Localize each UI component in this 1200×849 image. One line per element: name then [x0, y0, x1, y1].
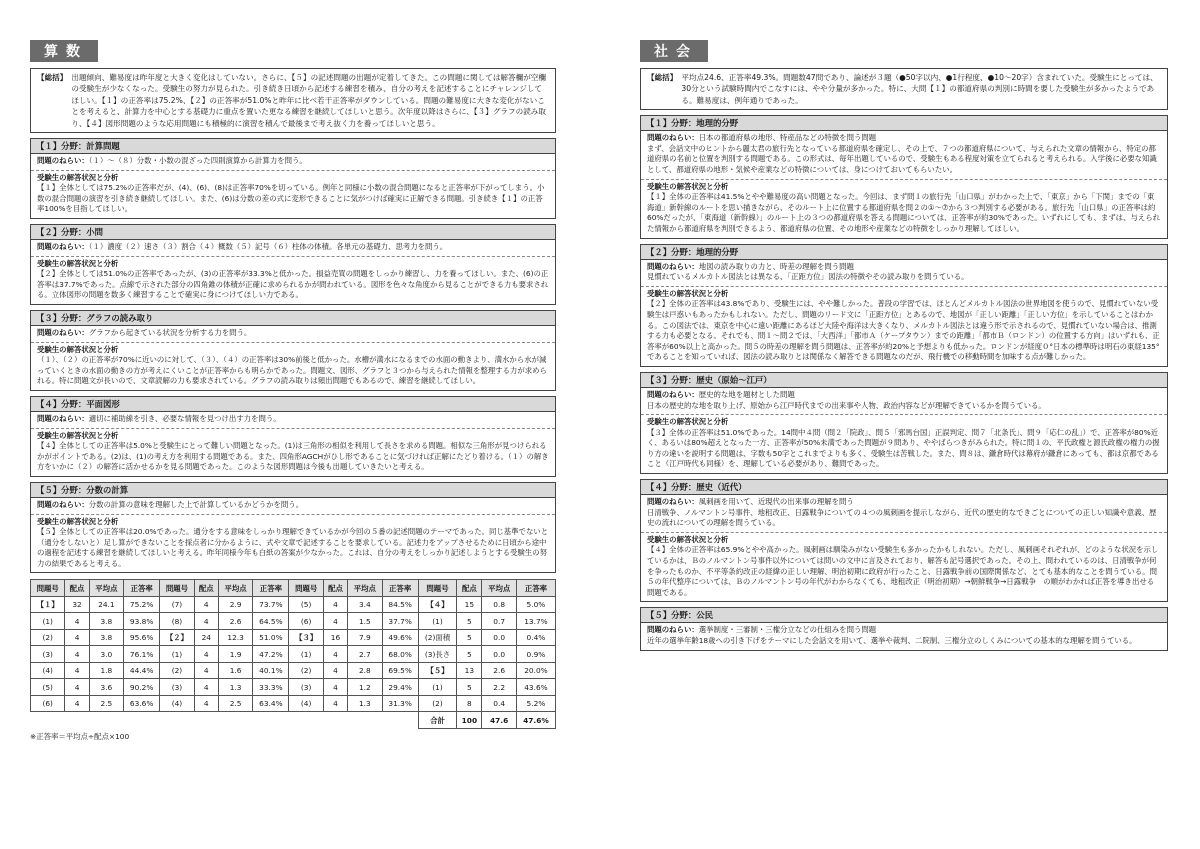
- social-aim-label: 問題のねらい：: [647, 133, 699, 143]
- table-cell: 【２】: [160, 629, 194, 646]
- table-cell: 29.4%: [382, 679, 418, 696]
- social-aim-label: 問題のねらい：: [647, 625, 699, 635]
- math-section-head: 【２】分野：小問: [31, 225, 555, 240]
- social-section-head: 【２】分野：地理的分野: [641, 245, 1167, 260]
- table-cell: 【３】: [289, 629, 323, 646]
- table-cell: 68.0%: [382, 646, 418, 663]
- table-cell: 【５】: [418, 662, 457, 679]
- table-cell: 【１】: [31, 596, 65, 613]
- table-cell: 31.3%: [382, 695, 418, 712]
- math-status-label: 受験生の解答状況と分析: [37, 258, 119, 268]
- table-cell: 4: [194, 613, 218, 630]
- table-cell: 1.8: [89, 662, 123, 679]
- table-cell: 2.9: [218, 596, 252, 613]
- social-section-head: 【１】分野：地理的分野: [641, 116, 1167, 131]
- table-cell: 1.2: [348, 679, 382, 696]
- social-section-status: [641, 415, 1167, 473]
- table-cell: 76.1%: [124, 646, 160, 663]
- table-cell: 63.6%: [124, 695, 160, 712]
- math-status-text: 【１】全体としては75.2%の正答率だが、(4)、(6)、(8)は正答率70%を切っている。例年と同様に小数の混合問題になると正答率が下がってしまう。小数の混合問題の演習を引き続き継続してほしい。また、(6)は分数の差の式に変形できることに気がつけば確実に正解できる問題。引き続き【１】の正答率100%を目指してほしい。: [37, 183, 545, 214]
- math-section-3: [30, 310, 556, 391]
- social-section-status: [641, 287, 1167, 366]
- math-score-table: [30, 579, 556, 729]
- social-section-aim: [641, 388, 1167, 415]
- math-aim-text: （１）〜（８）分数・小数の混ざった四則演算から計算力を問う。: [88, 156, 307, 166]
- table-header-cell: 問題号: [160, 580, 194, 597]
- table-cell: 2.5: [218, 695, 252, 712]
- social-section-aim: [641, 623, 1167, 649]
- social-summary-text: 平均点24.6、正答率49.3%。問題数47問であり、論述が３題（●50字以内、●1行程度、●10〜20字）含まれていた。受験生にとっては、30分という試験時間内でこなすには、やや分量が多かった。特に、大問【１】の都道府県の判別に時間を要した受験生が多かったようである。難易度は、例年通りであった。: [681, 73, 1158, 105]
- social-section-status: [641, 180, 1167, 238]
- table-empty-cell: [218, 712, 252, 729]
- table-cell: 63.4%: [253, 695, 289, 712]
- table-row: [31, 596, 556, 613]
- math-section-2: [30, 224, 556, 305]
- math-section-status: [31, 257, 555, 304]
- math-status-text: 【５】全体としての正答率は20.0%であった。通分をする意味をしっかり理解できているかが今回の５番の記述問題のテーマであった。同じ基準でないと（通分をしないと）足し算ができないことを採点者に分かるように、式や文章で記述することを要求している。記述力をアップさせるために日頃から途中の過程を記述する練習を継続してほしいと考える。昨年同様今年も白紙の答案が少なかった。これは、自分の考えをしっかり記述しようとする受験生の努力の結果であると考える。: [37, 527, 549, 568]
- social-aim-text: 歴史的な地を題材とした問題: [698, 389, 795, 399]
- social-section-4: [640, 479, 1168, 602]
- table-cell: 95.6%: [124, 629, 160, 646]
- table-header-cell: 平均点: [218, 580, 252, 597]
- table-cell: 5.0%: [516, 596, 555, 613]
- table-cell: 2.6: [482, 662, 516, 679]
- table-cell: (3): [31, 646, 65, 663]
- table-cell: 93.8%: [124, 613, 160, 630]
- table-cell: 24: [194, 629, 218, 646]
- table-total-cell: 100: [457, 712, 482, 729]
- table-cell: 12.3: [218, 629, 252, 646]
- social-section-aim: [641, 495, 1167, 533]
- social-title: 社会: [640, 40, 708, 62]
- math-table-note: ※正答率＝平均点÷配点×100: [30, 731, 130, 741]
- math-section-head: 【１】分野：計算問題: [31, 139, 555, 154]
- social-status-label: 受験生の解答状況と分析: [647, 534, 729, 544]
- math-aim-text: 適切に補助線を引き、必要な情報を見つけ出す力を問う。: [88, 413, 281, 423]
- math-section-head: 【３】分野：グラフの読み取り: [31, 311, 555, 326]
- math-status-text: 【２】全体としては51.0%の正答率であったが、(3)の正答率が33.3%と低かった。損益売買の問題をしっかり練習し、力を養ってほしい。また、(6)の正答率は37.7%であった。点線で示された部分の四角錐の体積が正確に求められるかが問われている。図形を色々な角度から見ることができる力も要求される。立体図形の問題を数多く練習することで確実に身につけてほしい力である。: [37, 269, 549, 300]
- table-cell: 8: [457, 695, 482, 712]
- social-summary: [640, 68, 1168, 110]
- table-cell: 2.8: [348, 662, 382, 679]
- table-cell: 【４】: [418, 596, 457, 613]
- social-aim-text: 日本の都道府県の地形、特産品などの特徴を問う問題: [698, 133, 877, 143]
- math-section-1: [30, 138, 556, 219]
- table-cell: 33.3%: [253, 679, 289, 696]
- math-summary-label: 【総括】: [37, 73, 68, 82]
- table-row: [31, 646, 556, 663]
- table-row: [31, 695, 556, 712]
- table-cell: 84.5%: [382, 596, 418, 613]
- table-cell: 15: [457, 596, 482, 613]
- math-status-label: 受験生の解答状況と分析: [37, 430, 119, 440]
- math-table-body: [31, 596, 556, 728]
- table-cell: 4: [65, 679, 89, 696]
- table-header-cell: 配点: [323, 580, 347, 597]
- table-header-cell: 問題号: [418, 580, 457, 597]
- table-empty-cell: [289, 712, 323, 729]
- table-cell: (5): [289, 596, 323, 613]
- table-cell: 7.9: [348, 629, 382, 646]
- social-status-text: 【１】全体の正答率は41.5%とやや難易度の高い問題となった。今回は、まず問１の旅行先「山口県」がわかった上で、「東京」から「下関」までの「東海道」新幹線のルートを思い描きながら、そのルート上に位置する都道府県を問２の①〜⑦から３つ判別する必要がある。旅行先「山口県」の正答率は約60%だったが、「東海道（新幹線）」のルート上の３つの都道府県を答える問題については、正答率が約30%であった。いずれにしても、まずは、与えられた情報から都道府県を判別できるよう、都道府県の位置、その地形や産業などの特徴をしっかり理解してほしい。: [647, 192, 1161, 233]
- table-cell: 4: [65, 695, 89, 712]
- table-cell: 90.2%: [124, 679, 160, 696]
- table-header-cell: 正答率: [253, 580, 289, 597]
- math-sections: [30, 138, 556, 573]
- table-empty-cell: [348, 712, 382, 729]
- table-cell: 4: [323, 646, 347, 663]
- math-aim-text: （１）濃度（２）速さ（３）割合（４）概数（５）記号（６）柱体の体積。各単元の基礎力、思考力を問う。: [88, 242, 448, 251]
- social-status-label: 受験生の解答状況と分析: [647, 417, 729, 427]
- table-cell: 4: [194, 662, 218, 679]
- math-section-status: [31, 429, 555, 476]
- table-cell: (1): [289, 646, 323, 663]
- table-cell: 73.7%: [253, 596, 289, 613]
- table-cell: 4: [323, 662, 347, 679]
- table-cell: (2): [31, 629, 65, 646]
- social-section-2: [640, 244, 1168, 367]
- table-cell: 47.2%: [253, 646, 289, 663]
- math-status-label: 受験生の解答状況と分析: [37, 516, 119, 526]
- table-header-cell: 平均点: [348, 580, 382, 597]
- table-cell: (2): [418, 695, 457, 712]
- social-section-5: [640, 607, 1168, 650]
- table-empty-cell: [323, 712, 347, 729]
- table-cell: 0.7: [482, 613, 516, 630]
- table-cell: 32: [65, 596, 89, 613]
- table-cell: 4: [323, 613, 347, 630]
- table-cell: 4: [194, 646, 218, 663]
- table-cell: 13.7%: [516, 613, 555, 630]
- social-aim-detail: 見慣れているメルカトル図法とは異なる、「正距方位」図法の特徴やその読み取りを問うている。: [647, 272, 969, 282]
- table-cell: 3.0: [89, 646, 123, 663]
- table-total-cell: 47.6: [482, 712, 516, 729]
- social-aim-detail: 日清戦争、ノルマントン号事件、地租改正、日露戦争についての４つの風刺画を提示しながら、近代の歴史的なできごとについての正しい知識や意義、歴史の流れについての理解を問うている。: [647, 507, 1157, 528]
- table-cell: 75.2%: [124, 596, 160, 613]
- table-header-cell: 正答率: [382, 580, 418, 597]
- math-aim-label: 問題のねらい：: [37, 499, 89, 509]
- table-cell: (1): [160, 646, 194, 663]
- table-cell: 1.6: [218, 662, 252, 679]
- table-row: [31, 613, 556, 630]
- math-column: [30, 40, 556, 742]
- math-section-head: 【５】分野：分数の計算: [31, 483, 555, 498]
- table-cell: 2.6: [218, 613, 252, 630]
- math-status-text: 【４】全体としての正答率は5.0%と受験生にとって難しい問題となった。(1)は三角形の相似を利用して長さを求める問題。相似な三角形が見つけられるかがポイントである。(2)は、(1)の考え方を利用する問題である。また、四角形AGCHがひし形であることに気づければ正解にたどり着ける。（１）の解き方をいかに（２）の解答に活かせるかを見る問題であった。このような図形問題は今後も出題していきたいと考える。: [37, 441, 549, 472]
- table-cell: 4: [194, 679, 218, 696]
- table-empty-cell: [124, 712, 160, 729]
- table-cell: 4: [65, 629, 89, 646]
- table-cell: 4: [65, 646, 89, 663]
- social-aim-detail: 日本の歴史的な地を取り上げ、原始から江戸時代までの出来事や人物、政治内容などが理解できているかを問うている。: [647, 400, 1046, 410]
- social-aim-text: 風刺画を用いて、近現代の出来事の理解を問う: [698, 497, 854, 507]
- table-cell: 0.0: [482, 646, 516, 663]
- math-aim-label: 問題のねらい：: [37, 156, 89, 166]
- math-aim-text: 分数の計算の意味を理解した上で計算しているかどうかを問う。: [88, 499, 304, 509]
- table-cell: 16: [323, 629, 347, 646]
- table-row: [31, 679, 556, 696]
- table-cell: 5: [457, 629, 482, 646]
- table-cell: (8): [160, 613, 194, 630]
- table-cell: (1): [418, 613, 457, 630]
- table-row: [31, 662, 556, 679]
- math-summary-text: 出題傾向、難易度は昨年度と大きく変化はしていない。さらに、【５】の記述問題の出題が定着してきた。この問題に関しては解答欄が空欄の受験生が少なくなった。受験生の努力が見られた。引き続き日頃から記述する練習を積み、自分の考えを記述することにチャレンジしてほしい。【１】の正答率は75.2%、【２】の正答率が51.0%と昨年に比べ若干正答率がダウンしている。問題の難易度に大きな変化がないことを考えると、計算力を中心とする基礎力に重点を置いた更なる練習を継続してほしいと思う。次年度以降はさらに、【３】グラフの読み取り、【４】図形問題のような応用問題にも積極的に演習を積んで最後まで考え抜く力を養ってほしいと思う。: [71, 73, 546, 128]
- math-section-status: [31, 171, 555, 218]
- social-aim-label: 問題のねらい：: [647, 497, 699, 507]
- social-sections: [640, 115, 1168, 650]
- social-aim-label: 問題のねらい：: [647, 389, 699, 399]
- social-section-aim: [641, 260, 1167, 287]
- table-header-cell: 平均点: [89, 580, 123, 597]
- table-cell: 0.8: [482, 596, 516, 613]
- table-cell: (3): [289, 679, 323, 696]
- table-cell: 4: [65, 662, 89, 679]
- math-section-5: [30, 482, 556, 574]
- table-empty-cell: [65, 712, 89, 729]
- math-section-aim: [31, 154, 555, 171]
- math-section-aim: [31, 326, 555, 343]
- social-aim-text: 地図の読み取りの力と、時差の理解を問う問題: [698, 261, 854, 271]
- table-cell: (6): [289, 613, 323, 630]
- table-cell: (1): [418, 679, 457, 696]
- table-cell: 64.5%: [253, 613, 289, 630]
- table-empty-cell: [89, 712, 123, 729]
- table-empty-cell: [194, 712, 218, 729]
- social-status-text: 【２】全体の正答率は43.8%であり、受験生には、やや難しかった。普段の学習では、ほとんどメルカトル図法の世界地図を使うので、見慣れていない受験生は戸惑いもあったかもしれない。ただし、問題のリード文に「正距方位」とあるので、地図が「正しい距離」「正しい方位」を示していることはわかる。この図法では、東京を中心に遠い距離にあるほど大陸や海洋は大きくなり、メルカトル図法とは違う形で示されるので、見慣れていない場合は、推測する力も必要となる。それでも、問１〜問２では、「大西洋」「都市Ａ（ケープタウン）までの距離」「都市Ｂ（ロンドン）の位置する方向」はいずれも、正答率が60%以上と高かった。問５の時差の理解を問う問題は、正答率が約20%と予想よりも低かった。ロンドンが経度０°日本の標準時は明石の東経135°であることを知っていれば、図法の読み取りとは関係なく解答できる問題なのだが、飛行機での移動時間を加味する点が難しかった。: [647, 299, 1160, 362]
- table-cell: 4: [194, 596, 218, 613]
- table-cell: 4: [194, 695, 218, 712]
- table-header-cell: 正答率: [124, 580, 160, 597]
- math-section-aim: [31, 240, 555, 257]
- social-section-head: 【３】分野：歴史（原始〜江戸）: [641, 373, 1167, 388]
- math-aim-label: 問題のねらい：: [37, 413, 89, 423]
- social-status-label: 受験生の解答状況と分析: [647, 181, 729, 191]
- table-empty-cell: [382, 712, 418, 729]
- table-cell: 24.1: [89, 596, 123, 613]
- table-cell: 4: [323, 596, 347, 613]
- math-section-status: [31, 343, 555, 390]
- social-aim-detail: 近年の選挙年齢18歳への引き下げをテーマにした会話文を用いて、選挙や裁判、二院制、三権分立のしくみについての基本的な理解を問うている。: [647, 636, 1137, 645]
- table-cell: 3.6: [89, 679, 123, 696]
- math-title: 算数: [30, 40, 98, 62]
- math-status-label: 受験生の解答状況と分析: [37, 172, 119, 182]
- social-status-label: 受験生の解答状況と分析: [647, 288, 729, 298]
- table-cell: 4: [323, 695, 347, 712]
- math-section-aim: [31, 498, 555, 515]
- social-section-aim: [641, 131, 1167, 179]
- table-header-cell: 正答率: [516, 580, 555, 597]
- table-cell: 0.4%: [516, 629, 555, 646]
- social-section-head: 【４】分野：歴史（近代）: [641, 480, 1167, 495]
- table-header-cell: 配点: [194, 580, 218, 597]
- table-cell: 1.5: [348, 613, 382, 630]
- table-cell: 5: [457, 679, 482, 696]
- social-section-3: [640, 372, 1168, 474]
- table-cell: 0.9%: [516, 646, 555, 663]
- table-header-cell: 問題号: [289, 580, 323, 597]
- math-section-head: 【４】分野：平面図形: [31, 397, 555, 412]
- table-cell: (1): [31, 613, 65, 630]
- social-column: [640, 40, 1168, 651]
- math-status-label: 受験生の解答状況と分析: [37, 344, 119, 354]
- table-cell: 44.4%: [124, 662, 160, 679]
- math-aim-label: 問題のねらい：: [37, 327, 89, 337]
- table-row: [31, 629, 556, 646]
- math-aim-text: グラフから起きている状況を分析する力を問う。: [88, 327, 252, 337]
- table-cell: 5.2%: [516, 695, 555, 712]
- social-aim-text: 選挙制度・三審制・三権分立などの仕組みを問う問題: [698, 625, 877, 635]
- table-header-cell: 平均点: [482, 580, 516, 597]
- table-cell: 1.9: [218, 646, 252, 663]
- table-cell: 1.3: [218, 679, 252, 696]
- table-cell: 1.3: [348, 695, 382, 712]
- table-cell: (4): [289, 695, 323, 712]
- social-aim-label: 問題のねらい：: [647, 261, 699, 271]
- math-section-status: [31, 515, 555, 573]
- social-status-text: 【４】全体の正答率は65.9%とやや高かった。風刺画は馴染みがない受験生も多かったかもしれない。ただし、風刺画それぞれが、どのような状況を示しているかは、Ｂのノルマントン号事件以外については問いの文中に言及されており、解答も記号選択であった。その上、問われているのは、日清戦争が何を争ったものか、不平等条約改正の経緯の正しい理解、明治初期に政府が行ったこと、日露戦争前の国際関係など、とても基本的なことを問うている。問５の年代整序については、Ｂのノルマントン号の年代がわからなくても、地租改正（明治初期）→朝鮮戦争→日露戦争 の順がわかれば正答を導き出せる問題である。: [647, 545, 1159, 597]
- social-section-head: 【５】分野：公民: [641, 608, 1167, 623]
- social-summary-label: 【総括】: [647, 73, 678, 82]
- table-cell: 2.5: [89, 695, 123, 712]
- table-cell: 2.2: [482, 679, 516, 696]
- table-cell: 4: [65, 613, 89, 630]
- table-cell: 4: [323, 679, 347, 696]
- math-section-aim: [31, 412, 555, 429]
- table-total-cell: 合計: [418, 712, 457, 729]
- table-cell: 0.0: [482, 629, 516, 646]
- math-table-header: [31, 580, 556, 597]
- table-cell: (5): [31, 679, 65, 696]
- table-header-cell: 問題号: [31, 580, 65, 597]
- table-cell: (6): [31, 695, 65, 712]
- table-cell: 43.6%: [516, 679, 555, 696]
- math-aim-label: 問題のねらい：: [37, 242, 89, 251]
- social-aim-detail: まず、会話文中のヒントから麗太君の旅行先となっている都道府県を確定し、その上で、７つの都道府県について、与えられた文章の情報から、特定の都道府県の名前と位置を判別する問題である。この形式は、毎年出題しているので、受験生もある程度対策を立てられると考えられる。入学後に必要な知識として、都道府県の地形・気候や産業などの特徴については、身につけておいてもらいたい。: [647, 143, 1157, 174]
- table-header-cell: 配点: [457, 580, 482, 597]
- social-section-1: [640, 115, 1168, 238]
- table-cell: 3.8: [89, 613, 123, 630]
- table-cell: 5: [457, 613, 482, 630]
- table-cell: 0.4: [482, 695, 516, 712]
- table-cell: 69.5%: [382, 662, 418, 679]
- table-cell: 20.0%: [516, 662, 555, 679]
- table-cell: 2.7: [348, 646, 382, 663]
- table-cell: (3): [160, 679, 194, 696]
- table-empty-cell: [31, 712, 65, 729]
- math-section-4: [30, 396, 556, 477]
- math-status-text: （１）、（２）の正答率が70%に近いのに対して、（３）、（４）の正答率は30%前後と低かった。水槽が満水になるまでの水面の動きより、満水から水が減っていくときの水面の動きの方が考えにくいことが正答率からも明らかであった。問題文、図形、グラフと３つから与えられた情報を整理する力が求められる。特に問題文が長いので、文章読解の力も要求されている。グラフの読み取りは頻出問題でもあるので、練習を継続してほしい。: [37, 355, 547, 386]
- table-cell: 40.1%: [253, 662, 289, 679]
- table-cell: 37.7%: [382, 613, 418, 630]
- table-cell: (2)面積: [418, 629, 457, 646]
- table-cell: (2): [160, 662, 194, 679]
- table-cell: 3.4: [348, 596, 382, 613]
- table-header-cell: 配点: [65, 580, 89, 597]
- table-cell: 49.6%: [382, 629, 418, 646]
- table-cell: 5: [457, 646, 482, 663]
- table-cell: (2): [289, 662, 323, 679]
- table-cell: 13: [457, 662, 482, 679]
- table-cell: (4): [160, 695, 194, 712]
- table-cell: 51.0%: [253, 629, 289, 646]
- table-cell: (7): [160, 596, 194, 613]
- table-empty-cell: [160, 712, 194, 729]
- table-total-row: [31, 712, 556, 729]
- table-cell: (4): [31, 662, 65, 679]
- social-status-text: 【３】全体の正答率は51.0%であった。14問中４問（問２「院政」、問５「邪馬台国」正誤判定、問７「北条氏」、問９「応仁の乱」）で、正答率が80%近く、あるいは80%超えとなった一方、正答率が50%未満であった問題が９問あり、ややばらつきがみられた。特に問１の、平氏政権と源氏政権の権力の握り方の違いを説明する問題は、字数も50字とこれまでよりも多く、受験生は苦戦した。また、問８は、鎌倉時代は幕府が鎌倉にあっても、都は京都であること（江戸時代も同様）を、理解している必要があり、難問であった。: [647, 427, 1160, 469]
- table-cell: 3.8: [89, 629, 123, 646]
- math-summary: [30, 68, 556, 133]
- table-cell: (3)長さ: [418, 646, 457, 663]
- social-section-status: [641, 533, 1167, 602]
- table-total-cell: 47.6%: [516, 712, 555, 729]
- table-empty-cell: [253, 712, 289, 729]
